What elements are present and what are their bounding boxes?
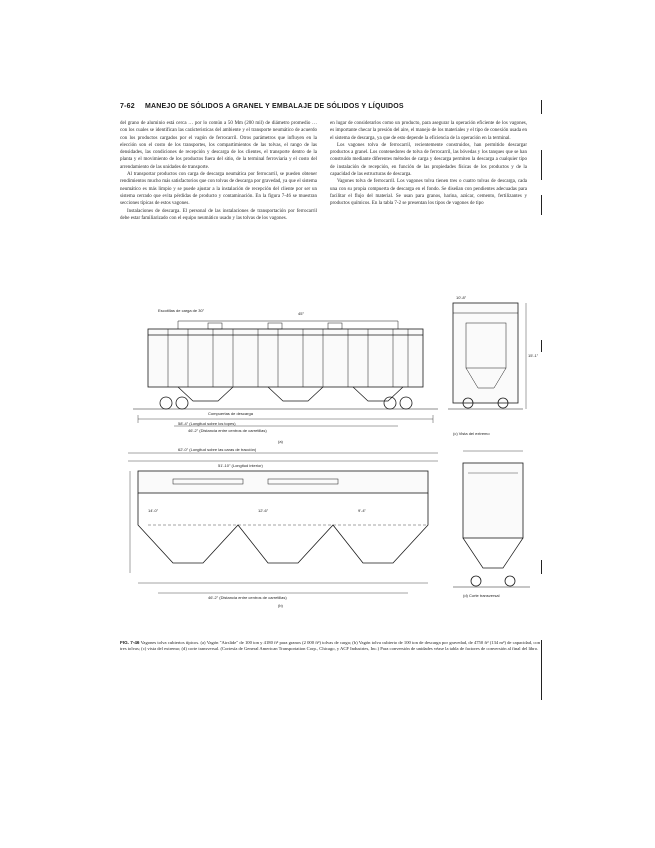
- label-dim-width: 10'-8": [456, 295, 467, 300]
- label-outlets: Compuertas de descarga: [208, 411, 253, 416]
- label-cross-section: (d) Corte transversal: [463, 593, 500, 598]
- label-hatch: Escotillas de carga de 30": [158, 308, 205, 313]
- running-title: MANEJO DE SÓLIDOS A GRANEL Y EMBALAJE DE SÓLIDOS Y LÍQUIDOS: [144, 103, 404, 110]
- margin-mark: [541, 100, 542, 114]
- page-header: [120, 103, 540, 110]
- label-length-pulling: 62'-0" (Longitud sobre las caras de tracción): [178, 447, 257, 452]
- hatch: [328, 323, 342, 329]
- paragraph: del grano de aluminio está cerca … por lo común a 50 Mm (200 mil) de diámetro promedio … con los cuales se identifican las carácteristicas del ambiente y el transporte neumático de acuerdo con los productos cargados por el vagón de ferrocarril. Otros parámetros que influyen en la elección son el costo de los transportes, los compartimientos de las tolvas, el rango de las densidades, las condiciones de recepción y descarga de los clientes, el transporte dentro de la planta y el movimiento de los productos fuera del sitio, de la terminal ferroviaria y el costo del arrendamiento de las unidades de transporte.: [120, 121, 317, 170]
- label-truck-centers: 46'-2" (Distancia entre centros de carretillas): [188, 428, 267, 433]
- label-capacity: 14'-0": [148, 508, 159, 513]
- hopper-section-outline: [138, 493, 428, 563]
- hopper-car-figure: [118, 283, 538, 635]
- label-truck-centers: 46'-2" (Distancia entre centros de carretillas): [208, 595, 287, 600]
- wheel: [176, 397, 188, 409]
- caption-label: FIG. 7-46: [120, 640, 140, 645]
- margin-mark: [541, 195, 542, 215]
- paragraph: Los vagones tolva de ferrocarril, recientemente construidos, han permitido descargar productos a granel. Los contenedores de tolva de ferrocarril, las bóvedas y los tanques que se han construido mediante diferentes métodos de carga y descarga permiten la descarga a cualquier tipo de instalación de recepción, en función de las propiedades físicas de los productos y de la capacidad de las estructuras de descarga.: [330, 142, 527, 178]
- label-length-strikers: 58'-4" (Longitud sobre los topes): [178, 421, 236, 426]
- margin-mark: [541, 340, 542, 352]
- label-capacity: 9'-4": [358, 508, 366, 513]
- figure-caption: [120, 640, 540, 653]
- label-inside-length: 51'-10" (Longitud interior): [218, 463, 263, 468]
- view-label-a: (a): [278, 439, 283, 444]
- paragraph: Al transportar productos con carga de descarga neumática por ferrocarril, se pueden obtener rendimientos mucho más satisfactorios que con tolvas de descarga por gravedad, ya que el sistema neumático es más limpio y se puede ajustar a la instalación de recepción del cliente por ser un sistema cerrado que evita pérdidas de producto y contaminación. En la figura 7-46 se muestran secciones típicas de estos vagones.: [120, 172, 317, 207]
- cross-section: [463, 463, 523, 538]
- margin-mark: [541, 560, 542, 574]
- label-end-view: (c) Vista del extremo: [453, 431, 490, 436]
- figure-drawing: [118, 283, 538, 635]
- view-label-b: (b): [278, 603, 283, 608]
- caption-text: Vagones tolva cubiertos típicos. (a) Vagón "Airslide" de 100 ton y 4180 ft³ para granos (2 000 ft³) tolvas de carga; (b) Vagón tolva cubierto de 100 ton de descarga por gravedad, de 4750 ft³ (134 m³) de capacidad, con tres tolvas; (c) vista del extremo; (d) corte transversal. (Cortesía de General American Transportation Corp., Chicago, y ACF Industries, Inc.) Para conversión de unidades véase la tabla de factores de conversión al final del libro.: [120, 640, 540, 652]
- label-capacity: 12'-6": [258, 508, 269, 513]
- margin-mark: [541, 640, 542, 700]
- car-roof-section: [138, 471, 428, 493]
- paragraph: en lugar de considerarlos como un producto, para asegurar la operación eficiente de los vagones, es importante checar la presión del aire, el manejo de los materiales y el tipo de conexión usada en el sistema de descarga, ya que de esto depende la eficiencia de la operación en la terminal.: [330, 121, 528, 141]
- label-dim-height: 15'-1": [528, 353, 539, 358]
- wheel: [400, 397, 412, 409]
- paragraph: Instalaciones de descarga. El personal de las instalaciones de transportación por ferrocarril debe estar familiarizado con el equipo neumático usado y las tolvas de los vagones.: [120, 208, 317, 221]
- hatch: [208, 323, 222, 329]
- label-slope: 45°: [298, 311, 305, 316]
- hopper-bottoms: [178, 387, 403, 401]
- hatch: [268, 323, 282, 329]
- right-column: [330, 120, 527, 208]
- page-number: 7-62: [120, 103, 135, 110]
- wheel: [160, 397, 172, 409]
- left-column: [120, 120, 317, 222]
- margin-mark: [541, 150, 542, 180]
- paragraph: Vagones tolva de ferrocarril. Los vagones tolva tienen tres o cuatro tolvas de descarga, cada una con su propia compuerta de descarga en el fondo. Se diseñan con pendientes adecuadas para facilitar el flujo del material. Se usan para granos, harina, azúcar, cemento, fertilizantes y productos químicos. En la tabla 7-2 se presentan los tipos de vagones de tipo: [330, 179, 527, 207]
- car-body-side: [148, 329, 423, 387]
